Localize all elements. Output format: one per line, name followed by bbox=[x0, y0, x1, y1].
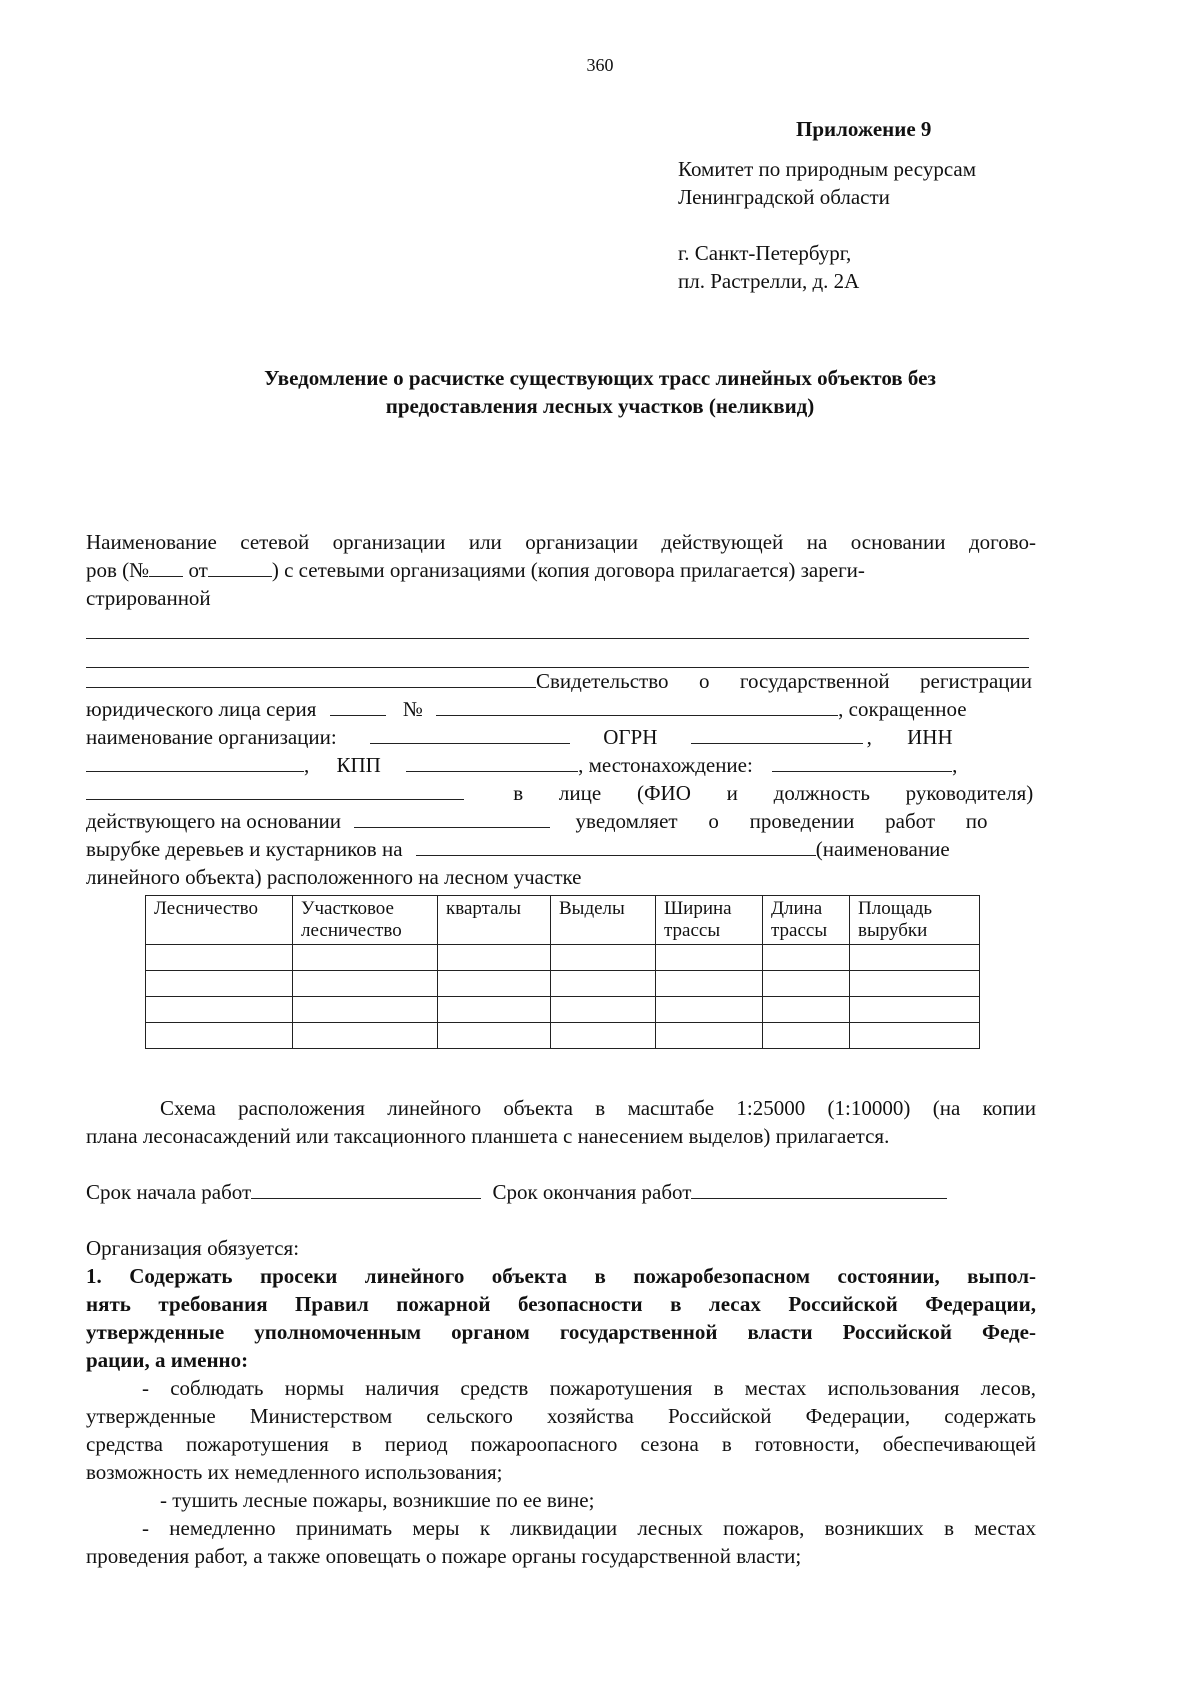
table-cell[interactable] bbox=[763, 945, 850, 971]
end-date-field[interactable] bbox=[691, 1178, 947, 1199]
acting-basis-label: действующего на основании bbox=[86, 809, 342, 833]
title-line-2: предоставления лесных участков (неликвид) bbox=[385, 394, 815, 418]
table-cell[interactable] bbox=[850, 971, 980, 997]
col-felling-area: Площадь вырубки bbox=[850, 896, 980, 945]
table-cell[interactable] bbox=[656, 971, 763, 997]
reg-line-3 bbox=[86, 723, 1036, 751]
start-date-label: Срок начала работ bbox=[86, 1180, 252, 1204]
obligation-1-line-2: нять требования Правил пожарной безопасности в лесах Российской Федерации, bbox=[86, 1292, 1036, 1316]
obligation-1-line-1: 1. Содержать просеки линейного объекта в пожаробезопасном состоянии, выпол- bbox=[86, 1264, 1036, 1288]
location-label: , местонахождение: bbox=[578, 753, 753, 777]
intro-line-2-text: ) с сетевыми организациями (копия договора прилагается) зареги- bbox=[271, 558, 865, 582]
registration-certificate-label: Свидетельство о государственной регистрации bbox=[536, 669, 1032, 693]
contract-date-label: от bbox=[188, 558, 208, 582]
table-cell[interactable] bbox=[850, 945, 980, 971]
intro-line-2 bbox=[86, 556, 1036, 584]
table-cell[interactable] bbox=[438, 945, 551, 971]
reg-line-1 bbox=[86, 667, 1036, 695]
table-cell[interactable] bbox=[763, 971, 850, 997]
registration-number-field[interactable] bbox=[436, 695, 838, 716]
bullet-1-line-3: средства пожаротушения в период пожароопасного сезона в готовности, обеспечивающей bbox=[86, 1432, 1036, 1456]
reg-line-2 bbox=[86, 695, 1036, 723]
location-field[interactable] bbox=[772, 751, 952, 772]
table-cell[interactable] bbox=[293, 997, 438, 1023]
notifies-label: уведомляет о проведении работ по bbox=[575, 809, 988, 833]
felling-label: вырубке деревьев и кустарников на bbox=[86, 837, 403, 861]
bullet-1-line-1: - соблюдать нормы наличия средств пожаротушения в местах использования лесов, bbox=[142, 1376, 1036, 1400]
table-row bbox=[146, 997, 980, 1023]
kpp-field[interactable] bbox=[406, 751, 578, 772]
table-cell[interactable] bbox=[656, 1023, 763, 1049]
org-short-name-field[interactable] bbox=[370, 723, 570, 744]
reg-line-6 bbox=[86, 807, 1036, 835]
bullet-2: - тушить лесные пожары, возникшие по ее вине; bbox=[160, 1488, 595, 1512]
start-date-field[interactable] bbox=[251, 1178, 481, 1199]
col-route-width: Ширина трассы bbox=[656, 896, 763, 945]
table-cell[interactable] bbox=[656, 945, 763, 971]
table-cell[interactable] bbox=[551, 971, 656, 997]
table-cell[interactable] bbox=[438, 997, 551, 1023]
contract-label: ров (№ bbox=[86, 558, 150, 582]
table-cell[interactable] bbox=[146, 1023, 293, 1049]
bullet-1-line-2: утвержденные Министерством сельского хозяйства Российской Федерации, содержать bbox=[86, 1404, 1036, 1428]
scheme-line-1 bbox=[160, 1094, 1036, 1122]
contract-date-field[interactable] bbox=[208, 556, 272, 577]
table-cell[interactable] bbox=[293, 945, 438, 971]
short-name-label: , сокращенное bbox=[838, 697, 967, 721]
scheme-line-2: плана лесонасаждений или таксационного планшета с нанесением выделов) прилагается. bbox=[86, 1124, 890, 1148]
forest-plot-table bbox=[145, 895, 980, 1049]
series-label: юридического лица серия bbox=[86, 697, 317, 721]
col-quarters: кварталы bbox=[438, 896, 551, 945]
table-cell[interactable] bbox=[763, 997, 850, 1023]
table-cell[interactable] bbox=[146, 945, 293, 971]
location-field-continued[interactable] bbox=[86, 779, 464, 800]
intro-line-3: стрированной bbox=[86, 586, 211, 610]
table-cell[interactable] bbox=[551, 945, 656, 971]
kpp-label: КПП bbox=[336, 753, 381, 777]
ogrn-field[interactable] bbox=[691, 723, 863, 744]
table-header-row bbox=[146, 896, 980, 945]
number-label: № bbox=[402, 697, 423, 721]
table-cell[interactable] bbox=[438, 1023, 551, 1049]
obligations-heading: Организация обязуется: bbox=[86, 1236, 300, 1260]
end-date-label: Срок окончания работ bbox=[492, 1180, 692, 1204]
registration-field[interactable] bbox=[86, 667, 536, 688]
represented-by-label: в лице (ФИО и должность руководителя) bbox=[513, 781, 1034, 805]
organization-name-line-1[interactable] bbox=[86, 638, 1029, 639]
series-field[interactable] bbox=[330, 695, 386, 716]
obligation-1-line-3: утвержденные уполномоченным органом государственной власти Российской Феде- bbox=[86, 1320, 1036, 1344]
reg-line-8: линейного объекта) расположенного на лесном участке bbox=[86, 865, 582, 889]
reg-line-5 bbox=[86, 779, 1036, 807]
ogrn-label: ОГРН bbox=[603, 725, 658, 749]
reg-line-7 bbox=[86, 835, 1036, 863]
recipient-city: г. Санкт-Петербург, bbox=[678, 241, 852, 265]
inn-field[interactable] bbox=[86, 751, 304, 772]
table-cell[interactable] bbox=[551, 1023, 656, 1049]
intro-line-1: Наименование сетевой организации или организации действующей на основании догово- bbox=[86, 530, 1036, 554]
table-row bbox=[146, 945, 980, 971]
table-cell[interactable] bbox=[763, 1023, 850, 1049]
col-route-length: Длина трассы bbox=[763, 896, 850, 945]
inn-comma: , bbox=[304, 753, 310, 777]
obligation-1-line-4: рации, а именно: bbox=[86, 1348, 249, 1372]
page-number: 360 bbox=[586, 55, 614, 75]
location-comma: , bbox=[952, 753, 958, 777]
title-line-1: Уведомление о расчистке существующих трасс линейных объектов без bbox=[264, 366, 936, 390]
linear-object-name-field[interactable] bbox=[416, 835, 816, 856]
acting-basis-field[interactable] bbox=[354, 807, 550, 828]
table-cell[interactable] bbox=[850, 997, 980, 1023]
table-cell[interactable] bbox=[293, 971, 438, 997]
bullet-3-line-2: проведения работ, а также оповещать о пожаре органы государственной власти; bbox=[86, 1544, 802, 1568]
table-cell[interactable] bbox=[146, 997, 293, 1023]
table-cell[interactable] bbox=[293, 1023, 438, 1049]
bullet-1-line-4: возможность их немедленного использования; bbox=[86, 1460, 503, 1484]
col-forestry: Лесничество bbox=[146, 896, 293, 945]
col-district-forestry: Участковое лесничество bbox=[293, 896, 438, 945]
ogrn-comma: , bbox=[866, 725, 872, 749]
table-row bbox=[146, 971, 980, 997]
scheme-text-1: Схема расположения линейного объекта в масштабе 1:25000 (1:10000) (на копии bbox=[160, 1096, 1036, 1120]
table-cell[interactable] bbox=[551, 997, 656, 1023]
contract-number-field[interactable] bbox=[149, 556, 183, 577]
col-allotments: Выделы bbox=[551, 896, 656, 945]
bullet-3-line-1: - немедленно принимать меры к ликвидации лесных пожаров, возникших в местах bbox=[142, 1516, 1036, 1540]
org-name-label: наименование организации: bbox=[86, 725, 337, 749]
reg-line-4 bbox=[86, 751, 1036, 779]
table-cell[interactable] bbox=[656, 997, 763, 1023]
document-title bbox=[90, 364, 1110, 420]
inn-label: ИНН bbox=[907, 725, 953, 749]
table-cell[interactable] bbox=[438, 971, 551, 997]
table-cell[interactable] bbox=[850, 1023, 980, 1049]
table-cell[interactable] bbox=[146, 971, 293, 997]
object-name-hint: (наименование bbox=[815, 837, 950, 861]
recipient-line-2: Ленинградской области bbox=[678, 185, 890, 209]
recipient-street: пл. Растрелли, д. 2А bbox=[678, 269, 860, 293]
recipient-line-1: Комитет по природным ресурсам bbox=[678, 157, 977, 181]
table-row bbox=[146, 1023, 980, 1049]
dates-line bbox=[86, 1178, 1036, 1206]
appendix-label: Приложение 9 bbox=[796, 117, 932, 141]
